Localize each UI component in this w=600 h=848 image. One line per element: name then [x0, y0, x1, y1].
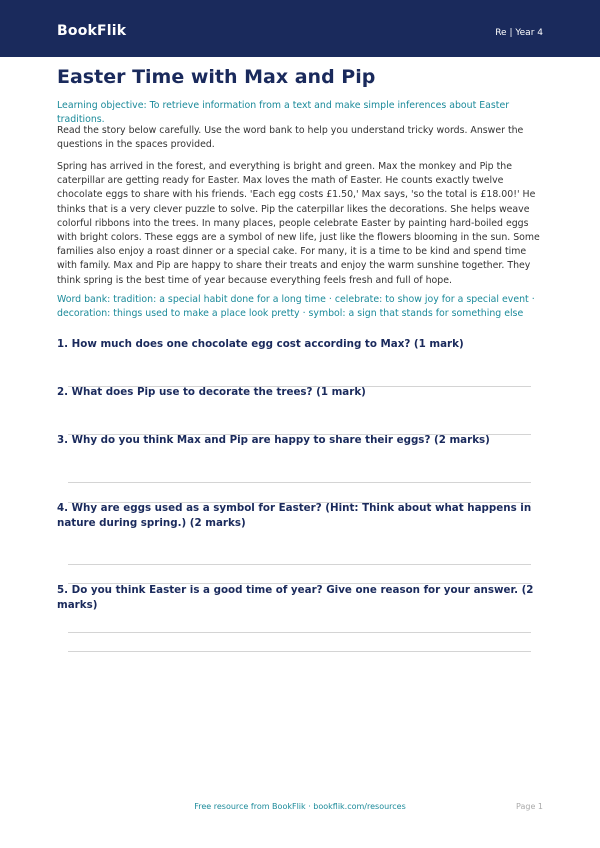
question-1: 1. How much does one chocolate egg cost according to Max? (1 mark) [57, 338, 464, 350]
question-5: 5. Do you think Easter is a good time of year? Give one reason for your answer. (2 marks) [57, 584, 534, 611]
learning-objective: Learning objective: To retrieve information from a text and make simple inferences about Easter traditions. [57, 100, 510, 125]
instructions-text: Read the story below carefully. Use the word bank to help you understand tricky words. Answer the questions in the spaces provided. [57, 125, 524, 151]
page-number: Page 1 [516, 802, 543, 811]
question-3: 3. Why do you think Max and Pip are happy to share their eggs? (2 marks) [57, 434, 490, 446]
word-bank: Word bank: tradition: a special habit done for a long time · celebrate: to show joy for a special event · decoration: things used to make a place look pretty · symbol: a sign that stands for something else [57, 294, 535, 320]
answer-line-q5b[interactable] [68, 651, 531, 652]
question-4: 4. Why are eggs used as a symbol for Easter? (Hint: Think about what happens in nature during spring.) (2 marks) [57, 502, 532, 529]
answer-line-q5a[interactable] [68, 632, 531, 633]
worksheet-title: Easter Time with Max and Pip [57, 66, 376, 88]
page-header [0, 0, 600, 57]
subject-year-label: Re | Year 4 [495, 28, 543, 38]
story-text: Spring has arrived in the forest, and everything is bright and green. Max the monkey and Pip the caterpillar are getting ready for Easter. Max loves the math of Easter. He counts exactly twelve chocolate eggs to share with his friends. 'Each egg costs £1.50,' Max says, 'so the total is £18.00!' He thinks that is a very clever puzzle to solve. Pip the caterpillar likes the decorations. She helps weave colorful ribbons into the trees. In many places, people celebrate Easter by painting hard-boiled eggs with bright colors. These eggs are a symbol of new life, just like the flowers blooming in the sun. Some families also enjoy a roast dinner or a special cake. For many, it is a time to be kind and spend time with family. Max and Pip are happy to share their treats and enjoy the warm sunshine together. They think spring is the best time of year because everything feels fresh and full of hope. [57, 161, 540, 286]
footer-resource-link[interactable]: Free resource from BookFlik · bookflik.com/resources [194, 802, 406, 811]
answer-line-q3a[interactable] [68, 482, 531, 483]
question-2: 2. What does Pip use to decorate the trees? (1 mark) [57, 386, 366, 398]
brand-logo[interactable]: BookFlik [57, 23, 127, 39]
answer-line-q4a[interactable] [68, 564, 531, 565]
